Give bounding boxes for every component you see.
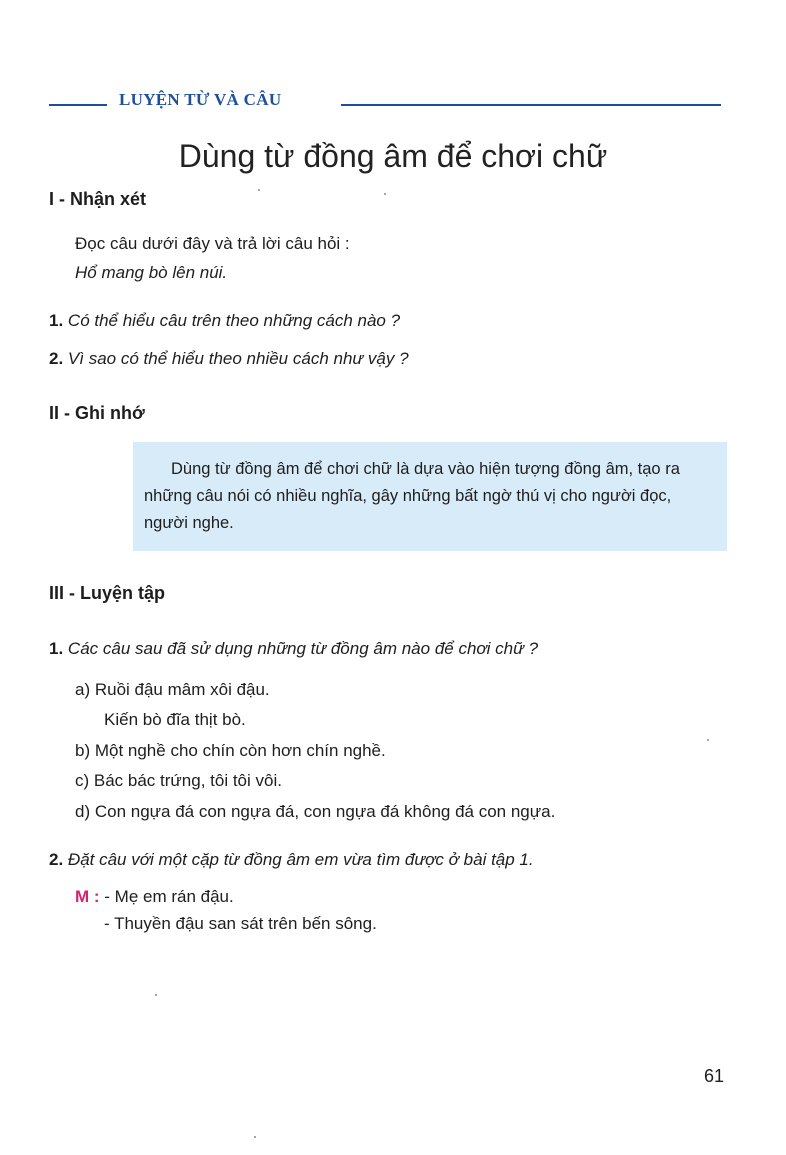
lesson-title: Dùng từ đồng âm để chơi chữ xyxy=(178,138,608,174)
model-example-text: - Mẹ em rán đậu. xyxy=(104,887,234,906)
part1-instruction: Đọc câu dưới đây và trả lời câu hỏi : xyxy=(75,234,350,253)
question-number: 2. xyxy=(49,349,64,368)
exercise-text: Các câu sau đã sử dụng những từ đồng âm nào để chơi chữ ? xyxy=(67,639,539,658)
part3-heading: III - Luyện tập xyxy=(49,583,166,603)
scan-speck xyxy=(384,193,386,195)
exercise1-prompt xyxy=(49,639,538,659)
question-number: 1. xyxy=(49,311,64,330)
page-number: 61 xyxy=(704,1066,725,1086)
question-text: Vì sao có thể hiểu theo nhiều cách như vậy ? xyxy=(67,349,409,368)
part1-question-2 xyxy=(49,349,409,369)
exercise1-item-a2: Kiến bò đĩa thịt bò. xyxy=(104,710,246,729)
exercise-number: 1. xyxy=(49,639,64,658)
question-text: Có thể hiểu câu trên theo những cách nào ? xyxy=(67,311,401,330)
part1-question-1 xyxy=(49,311,400,331)
section-label: LUYỆN TỪ VÀ CÂU xyxy=(119,90,282,109)
scan-speck xyxy=(155,994,157,996)
exercise-number: 2. xyxy=(49,850,64,869)
part2-heading: II - Ghi nhớ xyxy=(49,403,145,423)
part1-example: Hổ mang bò lên núi. xyxy=(75,263,228,282)
model-example-2: - Thuyền đậu san sát trên bến sông. xyxy=(104,914,377,933)
exercise2-prompt xyxy=(49,850,534,870)
header-rule-right xyxy=(341,104,721,106)
exercise1-item-b: b) Một nghề cho chín còn hơn chín nghề. xyxy=(75,741,386,760)
scan-speck xyxy=(254,1136,256,1138)
memory-note-text: Dùng từ đồng âm để chơi chữ là dựa vào hiện tượng đồng âm, tạo ra những câu nói có nhiều nghĩa, gây những bất ngờ thú vị cho người đọc, người nghe. xyxy=(144,460,680,532)
model-example-1 xyxy=(75,887,234,907)
exercise1-item-d: d) Con ngựa đá con ngựa đá, con ngựa đá không đá con ngựa. xyxy=(75,802,556,821)
exercise-text: Đặt câu với một cặp từ đồng âm em vừa tìm được ở bài tập 1. xyxy=(67,850,534,869)
part1-heading: I - Nhận xét xyxy=(49,189,147,209)
header-rule-left xyxy=(49,104,107,106)
scan-speck xyxy=(258,189,260,191)
exercise1-item-a1: a) Ruồi đậu mâm xôi đậu. xyxy=(75,680,270,699)
model-label: M : xyxy=(75,887,100,906)
scan-speck xyxy=(707,739,709,741)
memory-note-box xyxy=(133,442,727,551)
exercise1-item-c: c) Bác bác trứng, tôi tôi vôi. xyxy=(75,771,282,790)
